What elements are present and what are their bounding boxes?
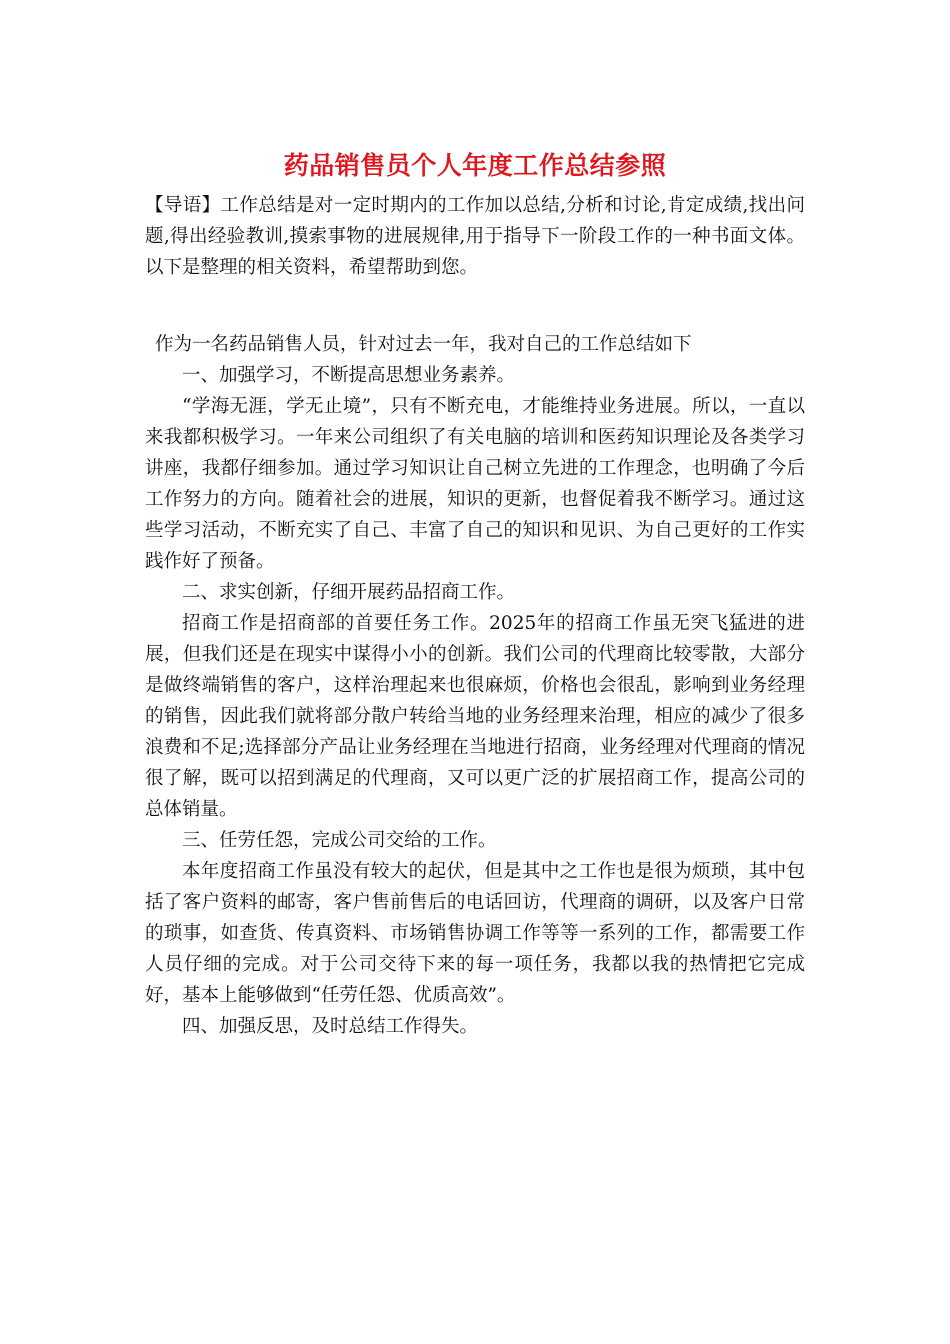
intro-paragraph: 【导语】工作总结是对一定时期内的工作加以总结,分析和讨论,肯定成绩,找出问题,得出经验教训,摸索事物的进展规律,用于指导下一阶段工作的一种书面文体。以下是整理的相关资料，希望帮助到您。	[145, 195, 805, 278]
document-page	[145, 148, 805, 1042]
section-body-1: “学海无涯，学无止境”，只有不断充电，才能维持业务进展。所以，一直以来我都积极学习。一年来公司组织了有关电脑的培训和医药知识理论及各类学习讲座，我都仔细参加。通过学习知识让自己树立先进的工作理念，也明确了今后工作努力的方向。随着社会的进展，知识的更新，也督促着我不断学习。通过这些学习活动，不断充实了自己、丰富了自己的知识和见识、为自己更好的工作实践作好了预备。	[145, 396, 805, 572]
document-title: 药品销售员个人年度工作总结参照	[283, 151, 667, 180]
section-heading-1: 一、加强学习，不断提高思想业务素养。	[182, 365, 516, 386]
lead-sentence: 作为一名药品销售人员，针对过去一年，我对自己的工作总结如下	[155, 334, 692, 355]
section-spacer	[145, 283, 805, 329]
section-body-2: 招商工作是招商部的首要任务工作。2025年的招商工作虽无突飞猛进的进展，但我们还是在现实中谋得小小的创新。我们公司的代理商比较零散，大部分是做终端销售的客户，这样治理起来也很麻烦，价格也会很乱，影响到业务经理的销售，因此我们就将部分散户转给当地的业务经理来治理，相应的减少了很多浪费和不足;选择部分产品让业务经理在当地进行招商，业务经理对代理商的情况很了解，既可以招到满足的代理商，又可以更广泛的扩展招商工作，提高公司的总体销量。	[145, 613, 805, 820]
section-heading-3: 三、任劳任怨，完成公司交给的工作。	[182, 830, 497, 851]
section-heading-4: 四、加强反思，及时总结工作得失。	[182, 1016, 479, 1037]
section-body-3: 本年度招商工作虽没有较大的起伏，但是其中之工作也是很为烦琐，其中包括了客户资料的邮寄，客户售前售后的电话回访，代理商的调研，以及客户日常的琐事，如查货、传真资料、市场销售协调工作等等一系列的工作，都需要工作人员仔细的完成。对于公司交待下来的每一项任务，我都以我的热情把它完成好，基本上能够做到“任劳任怨、优质高效”。	[145, 861, 805, 1006]
section-heading-2: 二、求实创新，仔细开展药品招商工作。	[182, 582, 516, 603]
